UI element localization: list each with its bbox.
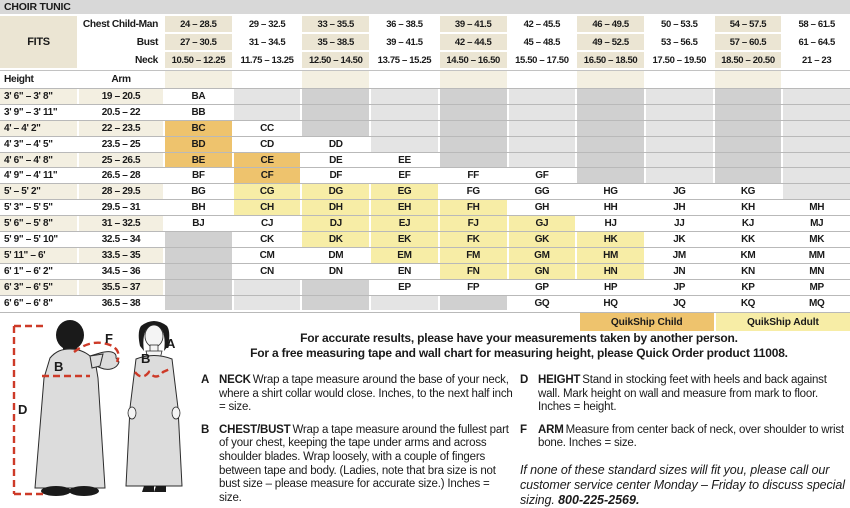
size-code-cell: HH [577,200,644,215]
size-code-cell: BG [165,184,232,199]
height-cell: 4' – 4' 2" [0,121,77,136]
size-code-cell: HM [577,248,644,263]
size-code-cell: GN [509,264,576,279]
empty-cell [165,232,232,247]
instruction-letter-f: F [520,423,527,436]
empty-cell [234,313,301,331]
height-cell: 6' 6" – 6' 8" [0,296,77,311]
empty-cell [509,121,576,136]
size-code-cell: DN [302,264,369,279]
instruction-arm [520,424,848,451]
size-code-cell: DJ [302,216,369,231]
height-cell: 3' 6" – 3' 8" [0,89,77,104]
instruction-chest-bust [201,424,513,506]
size-range-cell: 11.75 – 13.25 [234,52,301,68]
size-code-cell: CM [234,248,301,263]
size-range-cell: 10.50 – 12.25 [165,52,232,68]
empty-cell [234,296,301,311]
diagram-label-b-left: B [54,359,64,374]
size-code-cell: CF [234,168,301,183]
empty-cell [783,105,850,120]
size-code-cell: KQ [715,296,782,311]
size-code-cell: DF [302,168,369,183]
header-row [79,34,850,50]
size-code-cell: CN [234,264,301,279]
size-range-cell: 27 – 30.5 [165,34,232,50]
empty-cell [234,89,301,104]
size-code-cell: BA [165,89,232,104]
empty-cell [577,71,644,88]
size-code-cell: FF [440,168,507,183]
size-code-cell: FJ [440,216,507,231]
empty-cell [646,121,713,136]
size-code-cell: EK [371,232,438,247]
arm-cell: 35.5 – 37 [79,280,163,295]
size-code-cell: FM [440,248,507,263]
empty-cell [715,137,782,152]
empty-cell [783,137,850,152]
empty-cell [302,71,369,88]
empty-cell [715,153,782,168]
size-code-cell: CK [234,232,301,247]
empty-cell [577,153,644,168]
empty-cell [509,105,576,120]
size-code-cell: BJ [165,216,232,231]
size-code-cell: FP [440,280,507,295]
size-range-cell: 39 – 41.5 [440,16,507,32]
empty-cell [371,71,438,88]
size-code-cell: GG [509,184,576,199]
size-range-cell: 36 – 38.5 [371,16,438,32]
size-range-cell: 58 – 61.5 [783,16,850,32]
empty-cell [440,121,507,136]
arm-cell: 31 – 32.5 [79,216,163,231]
size-row [0,295,850,311]
arm-cell: 20.5 – 22 [79,105,163,120]
size-code-cell: EH [371,200,438,215]
empty-cell [577,105,644,120]
size-row [0,167,850,183]
measurement-notes [192,331,846,360]
fits-label: FITS [0,16,77,68]
size-code-cell: JQ [646,296,713,311]
size-code-cell: KN [715,264,782,279]
size-code-cell: BF [165,168,232,183]
size-code-cell: GF [509,168,576,183]
size-range-cell: 61 – 64.5 [783,34,850,50]
empty-cell [303,313,370,331]
empty-cell [509,153,576,168]
size-code-cell: EJ [371,216,438,231]
arm-cell: 34.5 – 36 [79,264,163,279]
diagram-label-d: D [18,402,28,417]
empty-cell [783,121,850,136]
size-range-cell: 31 – 34.5 [234,34,301,50]
size-row [0,279,850,295]
size-code-cell: KJ [715,216,782,231]
note-line-2: For a free measuring tape and wall chart for measuring height, please Quick Order product 11008. [250,345,788,360]
size-range-cell: 12.50 – 14.50 [302,52,369,68]
size-row [0,88,850,104]
empty-cell [577,137,644,152]
height-cell: 6' 1" – 6' 2" [0,264,77,279]
size-code-cell: JG [646,184,713,199]
empty-cell [715,89,782,104]
size-code-cell: FN [440,264,507,279]
size-range-cell: 18.50 – 20.50 [715,52,782,68]
arm-column-label: Arm [79,71,163,88]
arm-cell: 33.5 – 35 [79,248,163,263]
instructions-right-column [520,374,848,508]
empty-cell [783,168,850,183]
empty-cell [372,313,439,331]
empty-cell [440,296,507,311]
empty-cell [646,168,713,183]
empty-cell [302,121,369,136]
size-range-cell: 57 – 60.5 [715,34,782,50]
size-code-cell: CH [234,200,301,215]
size-range-cell: 45 – 48.5 [509,34,576,50]
size-range-cell: 24 – 28.5 [165,16,232,32]
size-code-cell: MH [783,200,850,215]
empty-cell [783,71,850,88]
size-row [0,104,850,120]
size-code-cell: MQ [783,296,850,311]
size-code-cell: BH [165,200,232,215]
size-code-cell: EE [371,153,438,168]
height-cell: 4' 3" – 4' 5" [0,137,77,152]
size-code-cell: MM [783,248,850,263]
size-row [0,120,850,136]
empty-cell [165,296,232,311]
empty-cell [234,71,301,88]
size-code-cell: HN [577,264,644,279]
empty-cell [646,153,713,168]
size-range-cell: 33 – 35.5 [302,16,369,32]
instruction-text-chest-bust: Wrap a tape measure around the fullest part of your chest, keeping the tape under arms and across shoulder blades. Wrap loosely, with a couple of fingers between tape and body. (Ladies, note that bra size is not bust size – please measure for accurate size.) Inches = size. [219,423,509,504]
size-row [0,152,850,168]
diagram-label-f: F [105,331,113,346]
size-range-cell: 49 – 52.5 [577,34,644,50]
empty-cell [302,280,369,295]
size-row [0,183,850,199]
empty-cell [302,296,369,311]
empty-cell [509,71,576,88]
size-range-cell: 15.50 – 17.50 [509,52,576,68]
size-code-cell: FG [440,184,507,199]
height-cell: 4' 9" – 4' 11" [0,168,77,183]
empty-cell [371,296,438,311]
size-code-cell: DG [302,184,369,199]
size-code-cell: HQ [577,296,644,311]
size-code-cell: BB [165,105,232,120]
instruction-text-height: Stand in stocking feet with heels and back against wall. Mark height on wall and measure from mark to floor. Inches = height. [538,374,827,414]
empty-cell [371,137,438,152]
size-code-cell: KM [715,248,782,263]
size-code-cell: EF [371,168,438,183]
empty-cell [577,121,644,136]
empty-cell [441,313,508,331]
table-header-band [0,16,850,68]
size-code-cell: EG [371,184,438,199]
size-code-cell: CD [234,137,301,152]
empty-cell [783,184,850,199]
chart-title-bar [0,0,850,15]
empty-cell [577,168,644,183]
empty-cell [371,89,438,104]
header-row [79,16,850,32]
quikship-adult-bar: QuikShip Adult [716,313,850,331]
special-sizing-text: If none of these standard sizes will fit you, please call our customer service center Monday – Friday to discuss special sizing. [520,462,845,508]
empty-cell [715,71,782,88]
size-range-cell: 50 – 53.5 [646,16,713,32]
size-row [0,247,850,263]
height-cell: 6' 3" – 6' 5" [0,280,77,295]
size-code-cell: GK [509,232,576,247]
size-code-cell: KK [715,232,782,247]
empty-cell [234,105,301,120]
header-label: Neck [79,52,163,68]
empty-cell [509,137,576,152]
size-code-cell: DH [302,200,369,215]
empty-cell [509,89,576,104]
size-range-cell: 35 – 38.5 [302,34,369,50]
size-code-cell: JP [646,280,713,295]
size-code-cell: JJ [646,216,713,231]
size-code-cell: EN [371,264,438,279]
instruction-height [520,374,848,415]
empty-cell [715,105,782,120]
size-code-cell: JH [646,200,713,215]
quikship-child-bar: QuikShip Child [580,313,714,331]
size-code-cell: DK [302,232,369,247]
size-code-cell: HG [577,184,644,199]
size-code-cell: KG [715,184,782,199]
instructions-left-column [201,374,513,508]
size-code-cell: BC [165,121,232,136]
height-cell: 5' 3" – 5' 5" [0,200,77,215]
empty-cell [646,71,713,88]
empty-cell [234,280,301,295]
height-cell: 5' – 5' 2" [0,184,77,199]
size-range-cell: 14.50 – 16.50 [440,52,507,68]
header-row [79,52,850,68]
empty-cell [440,89,507,104]
instruction-letter-a: A [201,374,210,386]
arm-cell: 36.5 – 38 [79,296,163,311]
size-range-cell: 53 – 56.5 [646,34,713,50]
height-cell: 3' 9" – 3' 11" [0,105,77,120]
size-code-cell: CJ [234,216,301,231]
size-row [0,199,850,215]
size-code-cell: MJ [783,216,850,231]
empty-cell [302,89,369,104]
instruction-neck [201,374,513,415]
size-code-cell: EM [371,248,438,263]
empty-cell [165,264,232,279]
header-label: Chest Child-Man [79,16,163,32]
size-row [0,215,850,231]
size-code-cell: BD [165,137,232,152]
empty-cell [165,71,232,88]
size-range-cell: 13.75 – 15.25 [371,52,438,68]
size-code-cell: MP [783,280,850,295]
size-code-cell: CG [234,184,301,199]
size-range-cell: 16.50 – 18.50 [577,52,644,68]
size-row [0,231,850,247]
size-code-cell: CC [234,121,301,136]
size-code-cell: JN [646,264,713,279]
empty-cell [715,168,782,183]
diagram-label-a: A [166,336,176,351]
size-range-cell: 39 – 41.5 [371,34,438,50]
size-code-cell: GJ [509,216,576,231]
size-code-cell: GP [509,280,576,295]
arm-cell: 19 – 20.5 [79,89,163,104]
header-label: Bust [79,34,163,50]
empty-cell [577,89,644,104]
size-code-cell: DM [302,248,369,263]
empty-cell [783,153,850,168]
chart-title: CHOIR TUNIC [4,1,71,13]
size-code-cell: JK [646,232,713,247]
arm-cell: 28 – 29.5 [79,184,163,199]
size-range-cell: 42 – 44.5 [440,34,507,50]
size-range-cell: 42 – 45.5 [509,16,576,32]
arm-cell: 26.5 – 28 [79,168,163,183]
diagram-label-b-right: B [141,351,151,366]
size-code-cell: GM [509,248,576,263]
height-cell: 5' 6" – 5' 8" [0,216,77,231]
size-code-cell: HK [577,232,644,247]
arm-cell: 23.5 – 25 [79,137,163,152]
size-table [0,16,850,331]
empty-cell [440,137,507,152]
size-range-cell: 54 – 57.5 [715,16,782,32]
height-cell: 5' 9" – 5' 10" [0,232,77,247]
size-code-cell: KH [715,200,782,215]
size-code-cell: MN [783,264,850,279]
empty-cell [440,105,507,120]
instruction-letter-b: B [201,423,210,436]
empty-cell [783,89,850,104]
instruction-letter-d: D [520,374,529,386]
empty-cell [165,248,232,263]
height-arm-row [0,70,850,88]
empty-cell [440,71,507,88]
empty-cell [165,280,232,295]
empty-cell [510,313,577,331]
size-code-cell: FK [440,232,507,247]
special-sizing-note [520,463,848,508]
instruction-text-neck: Wrap a tape measure around the base of your neck, where a shirt collar would close. Inches, to the next half inch = size. [219,374,513,414]
size-code-cell: MK [783,232,850,247]
size-row [0,136,850,152]
phone-number: 800-225-2569. [558,493,640,508]
size-code-cell: DD [302,137,369,152]
empty-cell [715,121,782,136]
instruction-term-arm: ARM [538,423,564,436]
size-range-cell: 46 – 49.5 [577,16,644,32]
height-column-label: Height [0,71,77,88]
size-code-cell: DE [302,153,369,168]
size-code-cell: JM [646,248,713,263]
instruction-text-arm: Measure from center back of neck, over shoulder to wrist bone. Inches = size. [538,423,844,450]
empty-cell [302,105,369,120]
size-range-cell: 21 – 23 [783,52,850,68]
instruction-term-chest-bust: CHEST/BUST [219,423,291,436]
arm-cell: 25 – 26.5 [79,153,163,168]
size-code-cell: KP [715,280,782,295]
height-cell: 4' 6" – 4' 8" [0,153,77,168]
size-row [0,263,850,279]
height-cell: 5' 11" – 6' [0,248,77,263]
empty-cell [646,105,713,120]
size-code-cell: HP [577,280,644,295]
measurement-diagram [4,318,194,508]
size-code-cell: CE [234,153,301,168]
empty-cell [371,105,438,120]
empty-cell [371,121,438,136]
arm-cell: 32.5 – 34 [79,232,163,247]
arm-cell: 22 – 23.5 [79,121,163,136]
size-code-cell: FH [440,200,507,215]
note-line-1: For accurate results, please have your measurements taken by another person. [300,331,738,345]
empty-cell [646,137,713,152]
size-code-cell: EP [371,280,438,295]
instruction-term-neck: NECK [219,374,251,386]
arm-cell: 29.5 – 31 [79,200,163,215]
empty-cell [440,153,507,168]
size-code-cell: GH [509,200,576,215]
size-range-cell: 17.50 – 19.50 [646,52,713,68]
instruction-term-height: HEIGHT [538,374,581,386]
size-code-cell: GQ [509,296,576,311]
size-code-cell: BE [165,153,232,168]
size-range-cell: 29 – 32.5 [234,16,301,32]
empty-cell [646,89,713,104]
size-code-cell: HJ [577,216,644,231]
